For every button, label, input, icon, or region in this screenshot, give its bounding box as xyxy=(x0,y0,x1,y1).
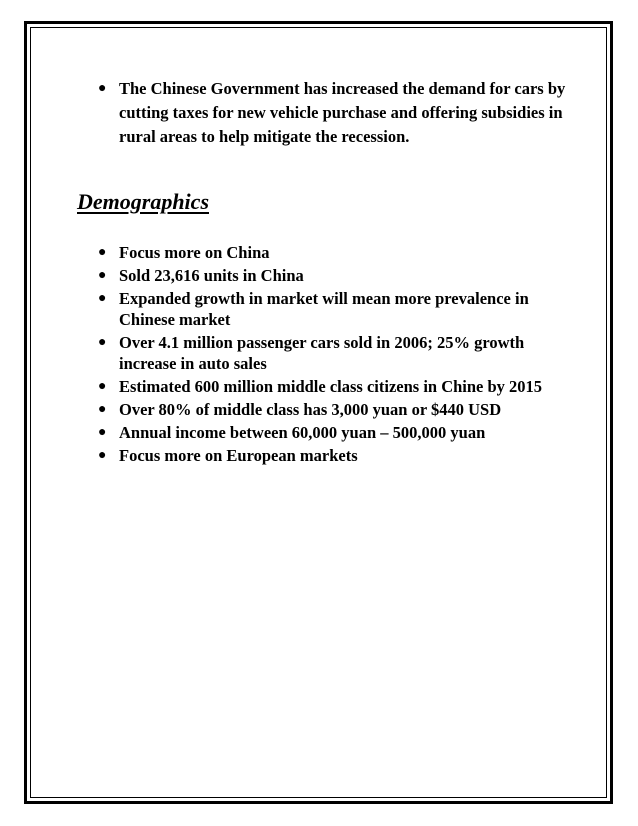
list-item xyxy=(98,265,579,286)
bullet-icon: ● xyxy=(98,291,107,306)
bullet-icon: ● xyxy=(98,335,107,350)
list-item xyxy=(98,288,579,330)
list-item xyxy=(98,399,579,420)
list-item-text: Expanded growth in market will mean more prevalence in Chinese market xyxy=(119,289,529,329)
demographics-bullet-list xyxy=(98,242,579,468)
list-item xyxy=(98,77,579,149)
list-item-text: Sold 23,616 units in China xyxy=(119,266,304,285)
bullet-icon: ● xyxy=(98,448,107,463)
list-item-text: Focus more on European markets xyxy=(119,446,358,465)
list-item xyxy=(98,376,579,397)
bullet-icon: ● xyxy=(98,245,107,260)
bullet-icon: ● xyxy=(98,402,107,417)
list-item xyxy=(98,332,579,374)
section-heading: Demographics xyxy=(77,189,209,214)
bullet-icon: ● xyxy=(98,81,107,96)
list-item-text: Focus more on China xyxy=(119,243,270,262)
list-item-text: Over 4.1 million passenger cars sold in 2006; 25% growth increase in auto sales xyxy=(119,333,525,373)
bullet-icon: ● xyxy=(98,425,107,440)
intro-bullet-list xyxy=(98,77,579,149)
list-item xyxy=(98,422,579,443)
bullet-icon: ● xyxy=(98,379,107,394)
bullet-icon: ● xyxy=(98,268,107,283)
list-item-text: Estimated 600 million middle class citizens in Chine by 2015 xyxy=(119,377,543,396)
list-item-text: Annual income between 60,000 yuan – 500,000 yuan xyxy=(119,423,486,442)
list-item-text: The Chinese Government has increased the demand for cars by cutting taxes for new vehicle purchase and offering subsidies in rural areas to help mitigate the recession. xyxy=(119,79,566,146)
list-item-text: Over 80% of middle class has 3,000 yuan or $440 USD xyxy=(119,400,502,419)
list-item xyxy=(98,445,579,466)
list-item xyxy=(98,242,579,263)
